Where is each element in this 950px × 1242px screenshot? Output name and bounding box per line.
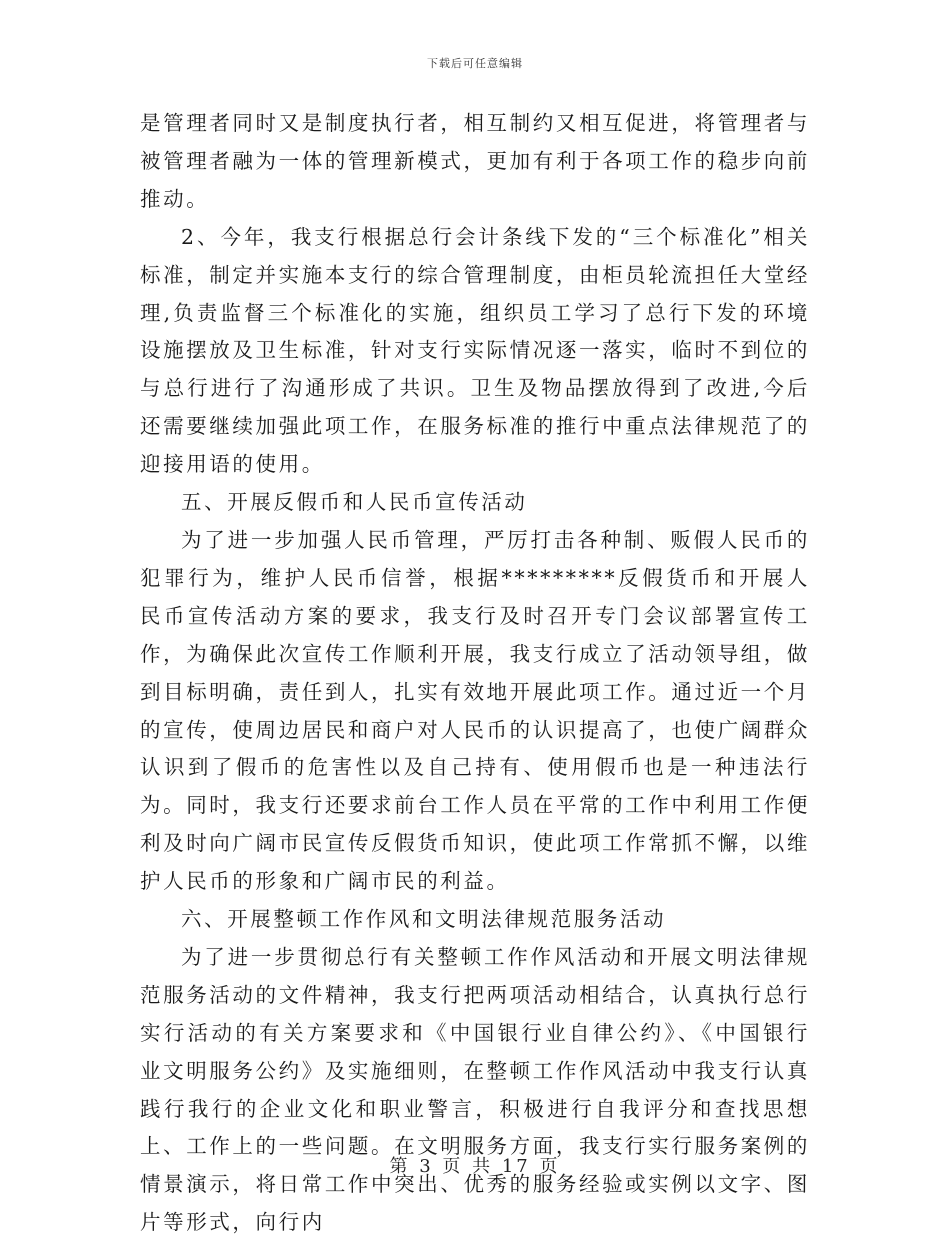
paragraph-item-2: 2、今年，我支行根据总行会计条线下发的“三个标准化”相关标准，制定并实施本支行的综合管理制度，由柜员轮流担任大堂经理,负责监督三个标准化的实施，组织员工学习了总行下发的环境设施摆放及卫生标准，针对支行实际情况逐一落实，临时不到位的与总行进行了沟通形成了共识。卫生及物品摆放得到了改进,今后还需要继续加强此项工作，在服务标准的推行中重点法律规范了的迎接用语的使用。 xyxy=(140,224,810,477)
paragraph-section-5: 为了进一步加强人民币管理，严厉打击各种制、贩假人民币的犯罪行为，维护人民币信誉，根据*********反假货币和开展人民币宣传活动方案的要求，我支行及时召开专门会议部署宣传工作，为确保此次宣传工作顺利开展，我支行成立了活动领导组，做到目标明确，责任到人，扎实有效地开展此项工作。通过近一个月的宣传，使周边居民和商户对人民币的认识提高了，也使广阔群众认识到了假币的危害性以及自己持有、使用假币也是一种违法行为。同时，我支行还要求前台工作人员在平常的工作中利用工作便利及时向广阔市民宣传反假货币知识，使此项工作常抓不懈，以维护人民币的形象和广阔市民的利益。 xyxy=(140,527,810,894)
paragraph-section-6: 为了进一步贯彻总行有关整顿工作作风活动和开展文明法律规范服务活动的文件精神，我支行把两项活动相结合，认真执行总行实行活动的有关方案要求和《中国银行业自律公约》、《中国银行业文明服务公约》及实施细则，在整顿工作作风活动中我支行认真践行我行的企业文化和职业警言，积极进行自我评分和查找思想上、工作上的一些问题。在文明服务方面，我支行实行服务案例的情景演示，将日常工作中突出、优秀的服务经验或实例以文字、图片等形式，向行内 xyxy=(140,944,810,1235)
page-number-footer: 第 3 页 共 17 页 xyxy=(389,1156,561,1177)
document-body xyxy=(140,105,810,1242)
section-heading-6: 六、开展整顿工作作风和文明法律规范服务活动 xyxy=(181,907,667,932)
section-heading-5: 五、开展反假币和人民币宣传活动 xyxy=(181,490,528,515)
page-header-note: 下载后可任意编辑 xyxy=(427,57,523,70)
paragraph-continuation: 是管理者同时又是制度执行者，相互制约又相互促进，将管理者与被管理者融为一体的管理新模式，更加有利于各项工作的稳步向前推动。 xyxy=(140,111,810,211)
